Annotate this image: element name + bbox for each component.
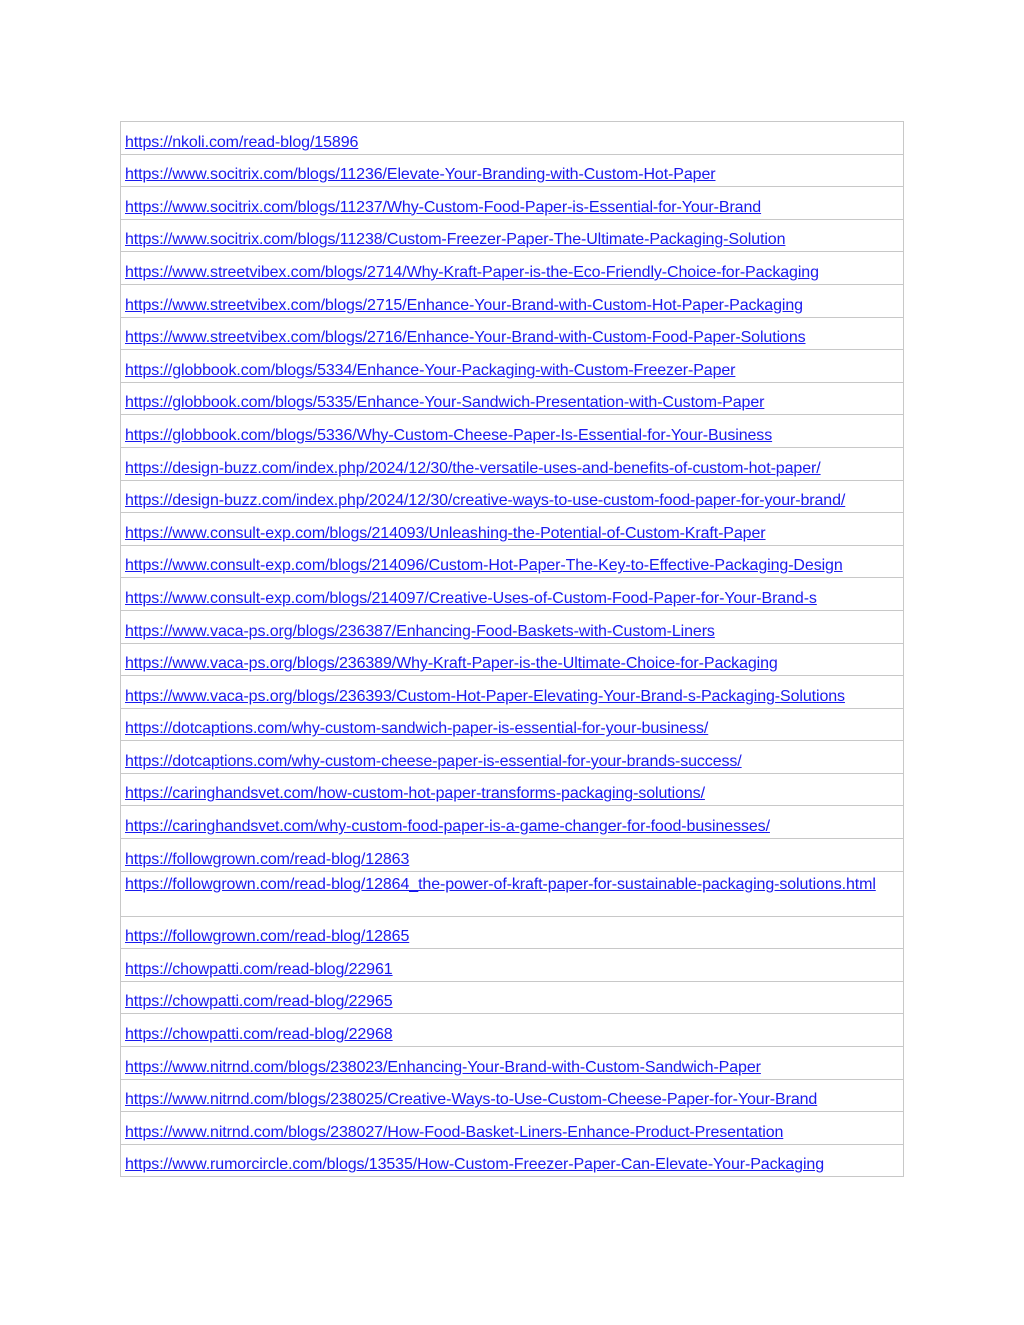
link[interactable]: https://dotcaptions.com/why-custom-sandwich-paper-is-essential-for-your-business/ [125, 720, 709, 738]
link[interactable]: https://chowpatti.com/read-blog/22968 [125, 1026, 393, 1044]
table-row [121, 709, 903, 742]
link[interactable]: https://www.consult-exp.com/blogs/214096/Custom-Hot-Paper-The-Key-to-Effective-Packaging-Design [125, 557, 843, 575]
table-row [121, 1112, 903, 1145]
table-row [121, 611, 903, 644]
table-row [121, 949, 903, 982]
table-row [121, 513, 903, 546]
table-row [121, 872, 903, 917]
link[interactable]: https://www.socitrix.com/blogs/11237/Why-Custom-Food-Paper-is-Essential-for-Your-Brand [125, 198, 762, 216]
table-row [121, 1145, 903, 1178]
table-row [121, 285, 903, 318]
link[interactable]: https://www.nitrnd.com/blogs/238023/Enhancing-Your-Brand-with-Custom-Sandwich-Paper [125, 1058, 761, 1076]
link[interactable]: https://www.vaca-ps.org/blogs/236389/Why-Kraft-Paper-is-the-Ultimate-Choice-for-Packaging [125, 655, 778, 673]
table-row [121, 1047, 903, 1080]
link[interactable]: https://www.streetvibex.com/blogs/2716/Enhance-Your-Brand-with-Custom-Food-Paper-Solutions [125, 329, 806, 347]
table-row [121, 415, 903, 448]
link[interactable]: https://www.streetvibex.com/blogs/2714/Why-Kraft-Paper-is-the-Eco-Friendly-Choice-for-Packaging [125, 263, 819, 281]
link[interactable]: https://caringhandsvet.com/how-custom-hot-paper-transforms-packaging-solutions/ [125, 785, 705, 803]
link[interactable]: https://dotcaptions.com/why-custom-cheese-paper-is-essential-for-your-brands-success/ [125, 752, 742, 770]
link[interactable]: https://chowpatti.com/read-blog/22961 [125, 960, 393, 978]
link[interactable]: https://followgrown.com/read-blog/12865 [125, 928, 410, 946]
link[interactable]: https://www.consult-exp.com/blogs/214093/Unleashing-the-Potential-of-Custom-Kraft-Paper [125, 524, 766, 542]
link[interactable]: https://www.rumorcircle.com/blogs/13535/How-Custom-Freezer-Paper-Can-Elevate-Your-Packaging [125, 1156, 825, 1174]
table-row [121, 187, 903, 220]
table-row [121, 122, 903, 155]
table-row [121, 252, 903, 285]
table-row [121, 839, 903, 872]
link[interactable]: https://globbook.com/blogs/5336/Why-Custom-Cheese-Paper-Is-Essential-for-Your-Business [125, 426, 773, 444]
table-row [121, 481, 903, 514]
table-row [121, 982, 903, 1015]
link[interactable]: https://www.vaca-ps.org/blogs/236387/Enhancing-Food-Baskets-with-Custom-Liners [125, 622, 715, 640]
table-row [121, 774, 903, 807]
table-row [121, 1014, 903, 1047]
link-table [120, 121, 904, 1177]
table-row [121, 806, 903, 839]
link[interactable]: https://chowpatti.com/read-blog/22965 [125, 993, 393, 1011]
table-row [121, 644, 903, 677]
link[interactable]: https://followgrown.com/read-blog/12864_the-power-of-kraft-paper-for-sustainable-packaging-solutions.html [125, 875, 876, 893]
link[interactable]: https://www.vaca-ps.org/blogs/236393/Custom-Hot-Paper-Elevating-Your-Brand-s-Packaging-Solutions [125, 687, 845, 705]
table-row [121, 1080, 903, 1113]
table-row [121, 546, 903, 579]
link[interactable]: https://www.socitrix.com/blogs/11238/Custom-Freezer-Paper-The-Ultimate-Packaging-Solution [125, 231, 786, 249]
link[interactable]: https://www.streetvibex.com/blogs/2715/Enhance-Your-Brand-with-Custom-Hot-Paper-Packaging [125, 296, 803, 314]
table-row [121, 318, 903, 351]
table-row [121, 917, 903, 950]
link[interactable]: https://caringhandsvet.com/why-custom-food-paper-is-a-game-changer-for-food-businesses/ [125, 818, 770, 836]
link[interactable]: https://nkoli.com/read-blog/15896 [125, 133, 359, 151]
link[interactable]: https://www.nitrnd.com/blogs/238025/Creative-Ways-to-Use-Custom-Cheese-Paper-for-Your-Brand [125, 1091, 818, 1109]
link[interactable]: https://globbook.com/blogs/5335/Enhance-Your-Sandwich-Presentation-with-Custom-Paper [125, 394, 765, 412]
link[interactable]: https://followgrown.com/read-blog/12863 [125, 850, 410, 868]
table-row [121, 383, 903, 416]
table-row [121, 578, 903, 611]
table-row [121, 676, 903, 709]
table-row [121, 448, 903, 481]
table-row [121, 155, 903, 188]
table-row [121, 220, 903, 253]
table-row [121, 350, 903, 383]
table-row [121, 741, 903, 774]
link[interactable]: https://design-buzz.com/index.php/2024/12/30/creative-ways-to-use-custom-food-paper-for-your-brand/ [125, 492, 846, 510]
link[interactable]: https://www.consult-exp.com/blogs/214097/Creative-Uses-of-Custom-Food-Paper-for-Your-Brand-s [125, 589, 817, 607]
link[interactable]: https://design-buzz.com/index.php/2024/12/30/the-versatile-uses-and-benefits-of-custom-hot-paper/ [125, 459, 821, 477]
link[interactable]: https://globbook.com/blogs/5334/Enhance-Your-Packaging-with-Custom-Freezer-Paper [125, 361, 736, 379]
link[interactable]: https://www.socitrix.com/blogs/11236/Elevate-Your-Branding-with-Custom-Hot-Paper [125, 166, 716, 184]
link[interactable]: https://www.nitrnd.com/blogs/238027/How-Food-Basket-Liners-Enhance-Product-Presentation [125, 1123, 784, 1141]
